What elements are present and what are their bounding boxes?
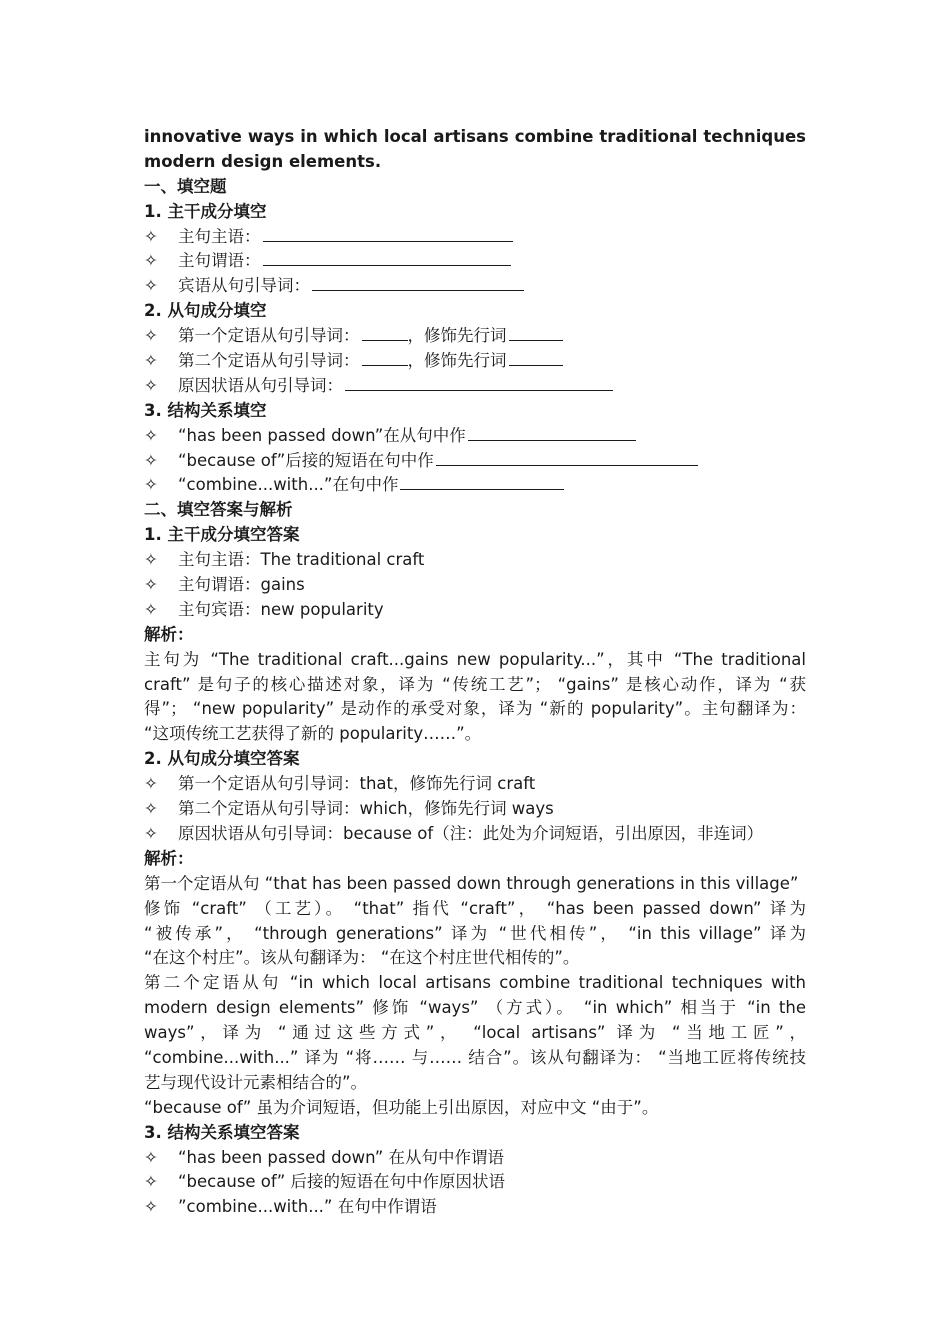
answer-text: 第一个定语从句引导词：that，修饰先行词 craft [178, 774, 536, 794]
fill-blank[interactable] [263, 225, 513, 242]
analysis-line: “被传承”， “through generations” 译为 “世代相传”， “in this village” 译为 [144, 923, 806, 943]
analysis-line: craft” 是句子的核心描述对象，译为 “传统工艺”； “gains” 是核心动作，译为 “获 [144, 674, 806, 694]
answer-text: 第二个定语从句引导词：which，修饰先行词 ways [178, 799, 554, 819]
list-item [144, 548, 806, 573]
blank-label: “combine...with...”在句中作 [178, 475, 399, 495]
list-item [144, 598, 806, 623]
answer-text: 主句宾语：new popularity [178, 599, 384, 619]
blank-item [144, 349, 806, 374]
bullet-icon: ✧ [144, 550, 158, 570]
bullet-icon: ✧ [144, 450, 158, 470]
blank-label: 第一个定语从句引导词： [178, 326, 360, 346]
analysis-line: “because of” 虽为介词短语，但功能上引出原因，对应中文 “由于”。 [144, 1097, 659, 1117]
blank-item [144, 374, 806, 399]
answer-text: “because of” 后接的短语在句中作原因状语 [178, 1172, 506, 1192]
answer-3-title: 3. 结构关系填空答案 [144, 1122, 300, 1142]
list-item [144, 1195, 806, 1220]
fill-blank[interactable] [362, 349, 408, 366]
bullet-icon: ✧ [144, 251, 158, 271]
bullet-icon: ✧ [144, 823, 158, 843]
bullet-icon: ✧ [144, 276, 158, 296]
blank-label: 原因状语从句引导词： [178, 375, 343, 395]
blank-label: 第二个定语从句引导词： [178, 351, 360, 371]
bullet-icon: ✧ [144, 1147, 158, 1167]
blank-item [144, 473, 806, 498]
list-item [144, 797, 806, 822]
analysis-label: 解析： [144, 848, 194, 868]
analysis-line: modern design elements” 修饰 “ways” （方式）。 “in which” 相当于 “in the [144, 998, 806, 1018]
analysis-line: 第二个定语从句 “in which local artisans combine traditional techniques with [144, 973, 806, 993]
blank-item [144, 249, 806, 274]
blank-label: ，修饰先行词 [407, 351, 507, 371]
fill-blank[interactable] [400, 473, 564, 490]
bullet-icon: ✧ [144, 599, 158, 619]
bullet-icon: ✧ [144, 774, 158, 794]
analysis-label: 解析： [144, 624, 194, 644]
answer-1-title: 1. 主干成分填空答案 [144, 525, 300, 545]
analysis-line: 修饰 “craft” （工艺）。 “that” 指代 “craft”， “has been passed down” 译为 [144, 898, 806, 918]
intro-line-2: modern design elements. [144, 151, 382, 171]
answer-text: 主句主语：The traditional craft [178, 550, 425, 570]
analysis-line: 主句为 “The traditional craft...gains new popularity...”，其中 “The traditional [144, 649, 806, 669]
blank-label: “has been passed down”在从句中作 [178, 425, 466, 445]
bullet-icon: ✧ [144, 575, 158, 595]
bullet-icon: ✧ [144, 326, 158, 346]
analysis-line: “在这个村庄”。该从句翻译为： “在这个村庄世代相传的”。 [144, 948, 580, 968]
list-item [144, 822, 806, 847]
blank-label: 宾语从句引导词： [178, 276, 310, 296]
analysis-line: ways”，译为 “通过这些方式”， “local artisans” 译为 “当地工匠”， [144, 1023, 806, 1043]
bullet-icon: ✧ [144, 351, 158, 371]
analysis-line: “combine...with...” 译为 “将…… 与…… 结合”。该从句翻译为： “当地工匠将传统技 [144, 1047, 806, 1067]
answer-text: 原因状语从句引导词：because of（注：此处为介词短语，引出原因，非连词） [178, 823, 764, 843]
bullet-icon: ✧ [144, 475, 158, 495]
list-item [144, 1146, 806, 1171]
analysis-line: “这项传统工艺获得了新的 popularity……”。 [144, 724, 482, 744]
bullet-icon: ✧ [144, 375, 158, 395]
answer-text: ”combine...with...” 在句中作谓语 [178, 1197, 437, 1217]
document-page [144, 125, 806, 1220]
blank-label: “because of”后接的短语在句中作 [178, 450, 434, 470]
blank-item [144, 225, 806, 250]
list-item [144, 573, 806, 598]
answer-text: 主句谓语：gains [178, 575, 305, 595]
fill-blank[interactable] [263, 249, 511, 266]
fill-blank[interactable] [436, 449, 698, 466]
blank-item [144, 449, 806, 474]
blank-label: 主句谓语： [178, 251, 261, 271]
part-1-title: 1. 主干成分填空 [144, 201, 267, 221]
section-1-title: 一、填空题 [144, 176, 227, 196]
section-2-title: 二、填空答案与解析 [144, 500, 293, 520]
blank-label: ，修饰先行词 [407, 326, 507, 346]
bullet-icon: ✧ [144, 425, 158, 445]
analysis-line: 第一个定语从句 “that has been passed down through generations in this village” [144, 873, 799, 893]
list-item [144, 772, 806, 797]
analysis-line: 得”； “new popularity” 是动作的承受对象，译为 “新的 popularity”。主句翻译为： [144, 699, 806, 719]
blank-item [144, 274, 806, 299]
blank-label: 主句主语： [178, 226, 261, 246]
fill-blank[interactable] [468, 424, 636, 441]
intro-line-1: innovative ways in which local artisans combine traditional techniques [144, 127, 806, 146]
fill-blank[interactable] [509, 324, 563, 341]
part-2-title: 2. 从句成分填空 [144, 301, 267, 321]
bullet-icon: ✧ [144, 1172, 158, 1192]
fill-blank[interactable] [362, 324, 408, 341]
list-item [144, 1170, 806, 1195]
fill-blank[interactable] [312, 274, 524, 291]
answer-text: “has been passed down” 在从句中作谓语 [178, 1147, 504, 1167]
answer-2-title: 2. 从句成分填空答案 [144, 749, 300, 769]
blank-item [144, 424, 806, 449]
fill-blank[interactable] [345, 374, 613, 391]
bullet-icon: ✧ [144, 1197, 158, 1217]
fill-blank[interactable] [509, 349, 563, 366]
analysis-line: 艺与现代设计元素相结合的”。 [144, 1072, 368, 1092]
bullet-icon: ✧ [144, 799, 158, 819]
blank-item [144, 324, 806, 349]
part-3-title: 3. 结构关系填空 [144, 400, 267, 420]
bullet-icon: ✧ [144, 226, 158, 246]
